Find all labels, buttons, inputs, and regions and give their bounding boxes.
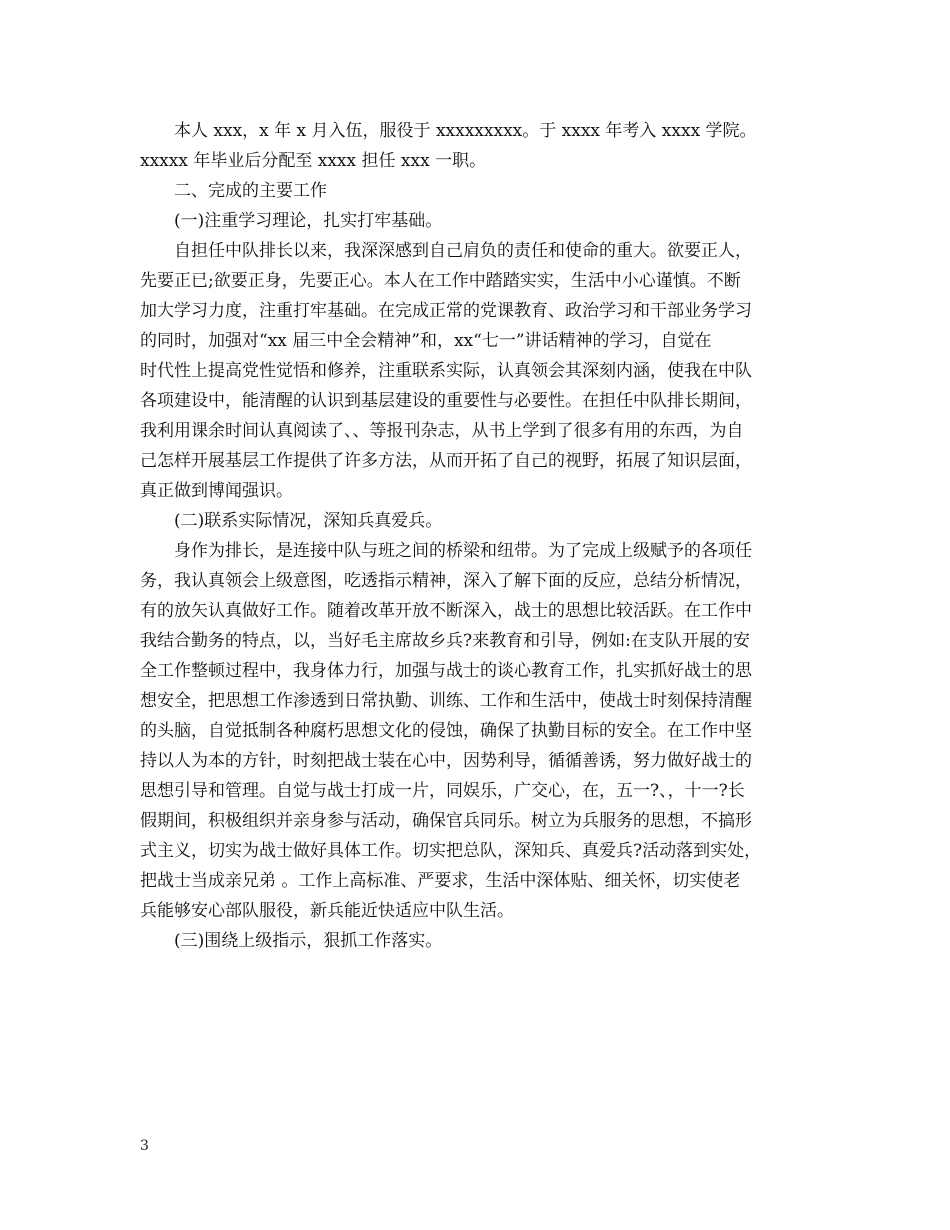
paragraph-line: xxxxx 年毕业后分配至 xxxx 担任 xxx 一职。 <box>140 151 487 171</box>
paragraph-line: 身作为排长，是连接中队与班之间的桥梁和纽带。为了完成上级赋予的各项任 <box>174 541 752 561</box>
paragraph-line: 自担任中队排长以来，我深深感到自己肩负的责任和使命的重大。欲要正人， <box>174 241 752 261</box>
paragraph-line: 想安全，把思想工作渗透到日常执勤、训练、工作和生活中，使战士时刻保持清醒 <box>140 691 752 711</box>
paragraph-line: 时代性上提高党性觉悟和修养，注重联系实际，认真领会其深刻内涵，使我在中队 <box>140 361 752 381</box>
paragraph-line: 己怎样开展基层工作提供了许多方法，从而开拓了自己的视野，拓展了知识层面， <box>140 451 752 471</box>
page-number: 3 <box>140 1138 149 1154</box>
subsection-heading: (三)围绕上级指示，狠抓工作落实。 <box>174 931 443 951</box>
paragraph-line: 我结合勤务的特点，以，当好毛主席故乡兵?来教育和引导，例如:在支队开展的安 <box>140 631 750 651</box>
section-heading: 二、完成的主要工作 <box>174 181 327 201</box>
paragraph-line: 我利用课余时间认真阅读了、、等报刊杂志，从书上学到了很多有用的东西，为自 <box>140 421 744 441</box>
paragraph-line: 假期间，积极组织并亲身参与活动，确保官兵同乐。树立为兵服务的思想，不搞形 <box>140 811 752 831</box>
paragraph-line: 把战士当成亲兄弟 。工作上高标准、严要求，生活中深体贴、细关怀，切实使老 <box>140 871 741 891</box>
subsection-heading: (一)注重学习理论，扎实打牢基础。 <box>174 211 443 231</box>
paragraph-line: 的头脑，自觉抵制各种腐朽思想文化的侵蚀，确保了执勤目标的安全。在工作中坚 <box>140 721 752 741</box>
paragraph-line: 兵能够安心部队服役，新兵能近快适应中队生活。 <box>140 901 514 921</box>
subsection-heading: (二)联系实际情况，深知兵真爱兵。 <box>174 511 443 531</box>
paragraph-line: 各项建设中，能清醒的认识到基层建设的重要性与必要性。在担任中队排长期间， <box>140 391 752 411</box>
paragraph-line: 式主义，切实为战士做好具体工作。切实把总队，深知兵、真爱兵?活动落到实处， <box>140 841 762 861</box>
paragraph-line: 务，我认真领会上级意图，吃透指示精神，深入了解下面的反应，总结分析情况， <box>140 571 752 591</box>
paragraph-line: 加大学习力度，注重打牢基础。在完成正常的党课教育、政治学习和干部业务学习 <box>140 301 752 321</box>
paragraph-line: 持以人为本的方针，时刻把战士装在心中，因势利导，循循善诱，努力做好战士的 <box>140 751 752 771</box>
paragraph-line: 全工作整顿过程中，我身体力行，加强与战士的谈心教育工作，扎实抓好战士的思 <box>140 661 752 681</box>
paragraph-line: 先要正已;欲要正身，先要正心。本人在工作中踏踏实实，生活中小心谨慎。不断 <box>140 271 741 291</box>
paragraph-line: 真正做到博闻强识。 <box>140 481 293 501</box>
paragraph-line: 思想引导和管理。自觉与战士打成一片，同娱乐，广交心，在，五一?、，十一?长 <box>140 781 745 801</box>
paragraph-line: 有的放矢认真做好工作。随着改革开放不断深入，战士的思想比较活跃。在工作中 <box>140 601 752 621</box>
paragraph-line: 本人 xxx，x 年 x 月入伍，服役于 xxxxxxxxx。于 xxxx 年考入 xxxx 学院。 <box>174 121 757 141</box>
paragraph-line: 的同时，加强对“xx 届三中全会精神”和，xx“七一”讲话精神的学习，自觉在 <box>140 331 712 351</box>
document-body <box>140 116 830 956</box>
